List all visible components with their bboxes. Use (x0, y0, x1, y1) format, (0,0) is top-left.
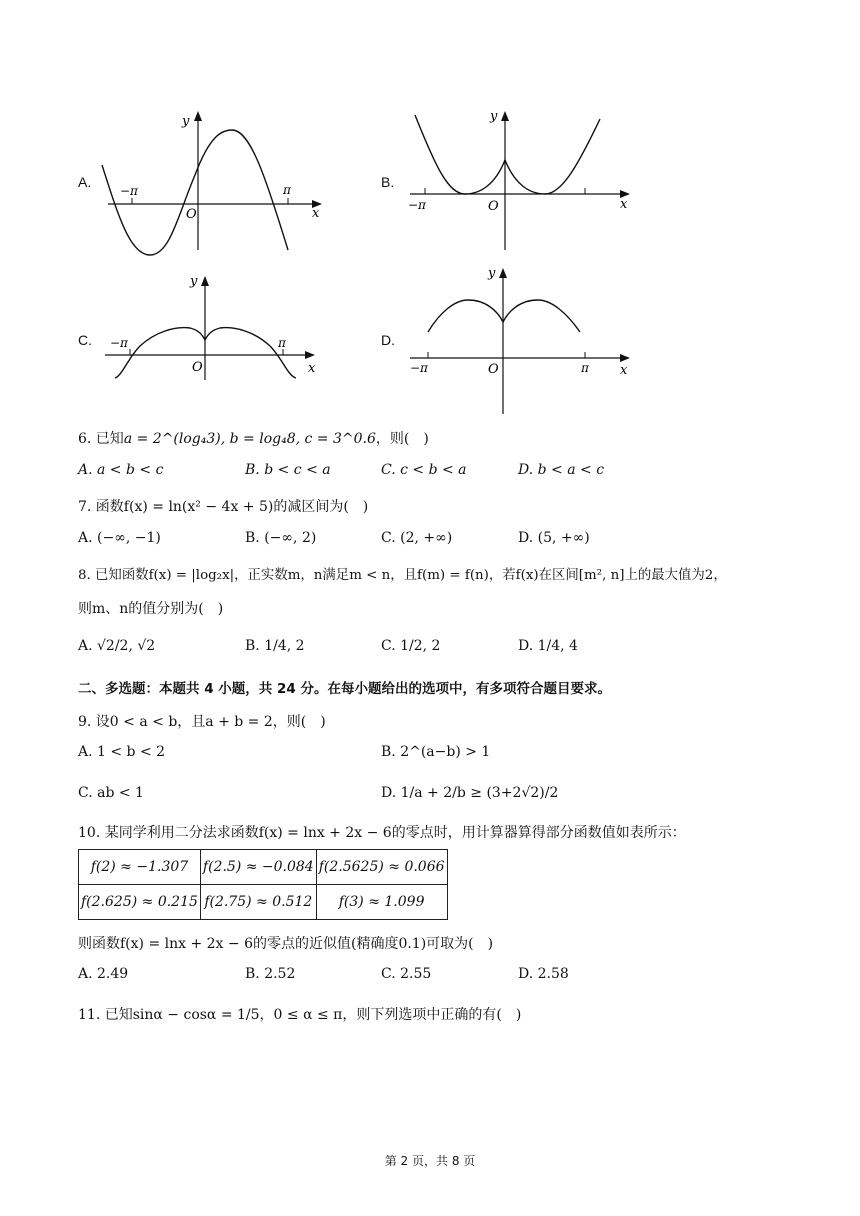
graph-b-neg-pi: −π (408, 198, 426, 212)
graph-b-label: B. (381, 174, 395, 190)
graph-a-label: A. (78, 174, 92, 190)
q8-stem-line2: 则m、n的值分别为( ) (78, 601, 224, 617)
q8-option-b[interactable]: B. 1/4, 2 (245, 638, 305, 654)
graph-a-origin: O (186, 207, 197, 222)
table-row (79, 885, 448, 920)
q7-option-b[interactable]: B. (−∞, 2) (245, 530, 317, 546)
q6-option-c[interactable]: C. c < b < a (381, 462, 467, 478)
table-cell: f(2.75) ≈ 0.512 (200, 885, 316, 920)
q8-option-c[interactable]: C. 1/2, 2 (381, 638, 441, 654)
graph-a-y: y (182, 114, 190, 129)
q8-stem-line1: 8. 已知函数f(x) = |log₂x|，正实数m，n满足m < n，且f(m) = f(n)，若f(x)在区间[m², n]上的最大值为2， (78, 568, 727, 583)
q11-stem: 11. 已知sinα − cosα = 1/5，0 ≤ α ≤ π，则下列选项中正确的有( ) (78, 1007, 522, 1023)
table-cell: f(3) ≈ 1.099 (316, 885, 447, 920)
q9-option-d[interactable]: D. 1/a + 2/b ≥ (3+2√2)/2 (381, 785, 559, 801)
section-2-heading: 二、多选题：本题共 4 小题，共 24 分。在每小题给出的选项中，有多项符合题目要求。 (78, 681, 611, 697)
graph-a (100, 105, 330, 260)
q9-option-a[interactable]: A. 1 < b < 2 (78, 744, 166, 760)
graph-a-pi: π (283, 183, 291, 197)
q7-option-d[interactable]: D. (5, +∞) (518, 530, 590, 546)
q10-stem: 10. 某同学利用二分法求函数f(x) = lnx + 2x − 6的零点时，用计算器算得部分函数值如表所示： (78, 825, 686, 841)
graph-c-x: x (308, 361, 316, 376)
graph-c (100, 268, 330, 383)
graph-c-pi: π (278, 336, 286, 350)
q10-option-a[interactable]: A. 2.49 (78, 966, 129, 982)
graph-d-x: x (620, 363, 628, 378)
q10-option-d[interactable]: D. 2.58 (518, 966, 569, 982)
q9-option-c[interactable]: C. ab < 1 (78, 785, 144, 801)
graph-c-origin: O (192, 360, 203, 375)
graph-a-x: x (312, 206, 320, 221)
q6-stem: 6. 已知a = 2^(log₄3), b = log₄8, c = 3^0.6，则( ) (78, 431, 429, 447)
q10-option-b[interactable]: B. 2.52 (245, 966, 296, 982)
graph-d (400, 262, 640, 417)
q8-option-a[interactable]: A. √2/2, √2 (78, 638, 156, 654)
q6-option-a[interactable]: A. a < b < c (78, 462, 164, 478)
graph-d-pi: π (581, 361, 589, 375)
q10-after: 则函数f(x) = lnx + 2x − 6的零点的近似值(精确度0.1)可取为( ) (78, 936, 494, 952)
graph-d-neg-pi: −π (410, 361, 428, 375)
graph-a-neg-pi: −π (120, 184, 138, 198)
q7-option-c[interactable]: C. (2, +∞) (381, 530, 453, 546)
graph-c-label: C. (78, 332, 92, 348)
q8-option-d[interactable]: D. 1/4, 4 (518, 638, 578, 654)
q10-option-c[interactable]: C. 2.55 (381, 966, 432, 982)
graph-c-y: y (190, 274, 198, 289)
q9-stem: 9. 设0 < a < b，且a + b = 2，则( ) (78, 714, 326, 730)
q7-stem: 7. 函数f(x) = ln(x² − 4x + 5)的减区间为( ) (78, 499, 369, 515)
q10-value-table (78, 849, 448, 920)
table-row (79, 850, 448, 885)
table-cell: f(2.5) ≈ −0.084 (200, 850, 316, 885)
graph-b-origin: O (488, 199, 499, 214)
page-footer: 第 2 页，共 8 页 (384, 1154, 476, 1168)
graph-b-x: x (620, 197, 628, 212)
q9-option-b[interactable]: B. 2^(a−b) > 1 (381, 744, 491, 760)
graph-b (400, 105, 640, 255)
graph-d-origin: O (488, 362, 499, 377)
table-cell: f(2) ≈ −1.307 (79, 850, 201, 885)
graph-d-label: D. (381, 332, 395, 348)
table-cell: f(2.625) ≈ 0.215 (79, 885, 201, 920)
graph-d-y: y (488, 266, 496, 281)
q7-option-a[interactable]: A. (−∞, −1) (78, 530, 161, 546)
table-cell: f(2.5625) ≈ 0.066 (316, 850, 447, 885)
q6-option-b[interactable]: B. b < c < a (245, 462, 331, 478)
q6-option-d[interactable]: D. b < a < c (518, 462, 605, 478)
graph-b-y: y (490, 109, 498, 124)
graph-c-neg-pi: −π (110, 336, 128, 350)
